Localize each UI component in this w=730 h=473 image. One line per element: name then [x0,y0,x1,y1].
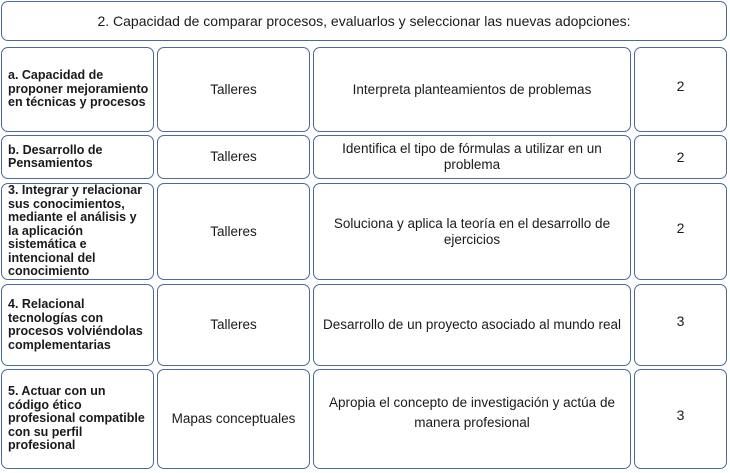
criterio-cell [313,183,631,280]
valor-cell [634,183,727,280]
criterio-text: Desarrollo de un proyecto asociado al mundo real [323,317,621,332]
estrategia-text: Talleres [210,149,257,164]
header-title: 2. Capacidad de comparar procesos, evaluarlos y seleccionar las nuevas adopciones: [97,13,631,29]
valor-text: 2 [676,149,685,165]
criterio-text: Soluciona y aplica la teoría en el desarrollo de ejercicios [333,215,611,247]
valor-cell [634,135,727,179]
criterio-cell [313,284,631,366]
competencia-text: 3. Integrar y relacionar sus conocimientos, mediante el análisis y la aplicación sistemática e intencional del conocimiento [8,183,143,279]
estrategia-cell [157,369,310,469]
estrategia-text: Talleres [210,317,257,332]
criterio-cell [313,47,631,132]
competencia-text: 5. Actuar con un código ético profesional compatible con su perfil profesional [8,384,145,453]
criterio-text: Interpreta planteamientos de problemas [352,81,592,97]
competencia-text: 4. Relacional tecnologías con procesos volviéndolas complementarias [8,297,143,352]
valor-cell [634,369,727,469]
estrategia-text: Talleres [210,81,257,97]
valor-text: 2 [676,219,685,236]
competencia-cell [1,183,154,280]
competencia-cell [1,284,154,366]
estrategia-text: Talleres [210,223,257,239]
criterio-text: Identifica el tipo de fórmulas a utilizar en un problema [342,141,602,172]
estrategia-cell [157,284,310,366]
estrategia-cell [157,183,310,280]
valor-text: 3 [676,407,685,423]
valor-cell [634,47,727,132]
criterio-text: Apropia el concepto de investigación y actúa de manera profesional [329,395,615,430]
competencia-cell [1,135,154,179]
valor-text: 3 [676,313,685,329]
table-header [1,1,727,41]
criterio-cell [313,135,631,179]
competencia-cell [1,47,154,132]
competencia-cell [1,369,154,469]
competencia-text: b. Desarrollo de Pensamientos [8,142,103,170]
valor-text: 2 [676,77,685,94]
estrategia-cell [157,47,310,132]
estrategia-cell [157,135,310,179]
estrategia-text: Mapas conceptuales [171,411,296,426]
competencia-text: a. Capacidad de proponer mejoramiento en técnicas y procesos [8,68,149,110]
criterio-cell [313,369,631,469]
valor-cell [634,284,727,366]
